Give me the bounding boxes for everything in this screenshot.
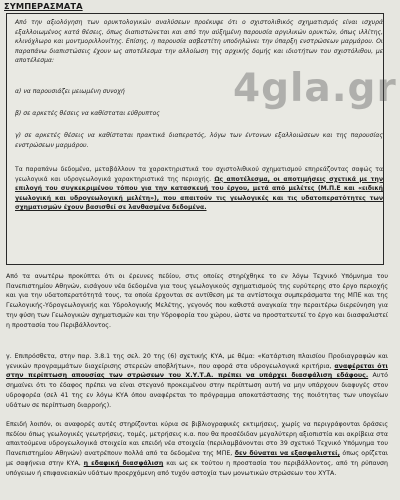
paragraph-2-underlined: αναφέρεται ότι στην περίπτωση απουσίας των στρώσεων του Χ.Υ.Τ.Α. πρέπει να υπάρχει διασφάλιση εδάφους.: [6, 362, 388, 380]
paragraph-1: Από τα ανωτέρω προκύπτει ότι οι έρευνες πεδίου, στις οποίες στηρίχθηκε το εν λόγω Τεχνικό Υπόμνημα του Πανεπιστημίου Αθηνών, εισάγουν νέα δεδομένα για τους γεωλογικούς σχηματισμούς της ευρύτερης στο έργο περιοχής και για την υδατοπερατότητά τους, τα οποία έρχονται σε αντίθεση με τα αντίστοιχα συμπεράσματα της ΜΠΕ και της Γεωλογικής-Υδρογεωλογικής και Υδρολογικής Μελέτης, γεγονός που καθιστά αναγκαία την περαιτέρω διερεύνηση για την φύση των Γεωλογικών σχηματισμών και την Υδροφορία του χώρου, ώστε να προστατευτεί το έργο και διασφαλιστεί η προστασία του Περιβάλλοντος.: [6, 273, 388, 329]
paragraph-2: [6, 352, 388, 410]
paragraph-3-end: και ως εκ τούτου η προστασία του περιβάλλοντος, από τη ρύπανση υπόγειων ή επιφανειακών υδάτων προερχόμενη από τυχόν αστοχία των μονωτικών στρώσεων του ΧΥΤΑ.: [6, 459, 388, 477]
paragraph-3: [6, 420, 388, 478]
box-item-c: γ) σε αρκετές θέσεις να καθίσταται πρακτικά διαπερατός, λόγω των έντονων εξαλλοιώσεων και της παρουσίας ενστρώσεων μαρμάρου.: [15, 132, 383, 149]
paragraph-2-end: Αυτό σημαίνει ότι το έδαφος πρέπει να είναι στεγανό προκειμένου στην περίπτωση αυτή να μην υπάρχουν διαφυγές στον υδροφορέα (σελ 41 της εν λόγω ΚΥΑ όπου αναφέρεται το πρόγραμμα αποκατάστασης της ποιότητας των υπογείων υδάτων σε περίπτωση διαρροής).: [6, 372, 388, 409]
paragraph-2-text: γ. Επιπρόσθετα, στην παρ. 3.8.1 της σελ. 20 της (6) σχετικής ΚΥΑ, με θέμα: «Κατάρτιση πλαισίου Προδιαγραφών και γενικών προγραμμάτων διαχείρισης στερεών αποβλήτων», που αφορά στα υδρογεωλογικά κριτήρια,: [6, 353, 388, 370]
box-item-a: α) να παρουσιάζει μειωμένη συνοχή: [15, 88, 125, 95]
paragraph-3-text: Επειδή λοιπόν, οι αναφορές αυτές στηρίζονται κύρια σε βιβλιογραφικές εκτιμήσεις, χωρίς να περιγράφονται δράσεις πεδίου όπως γεωλογικές γεωτρήσεις, τομές, μετρήσεις κ.α. που θα προσέδιδαν μεγαλύτερη αξιοπιστία και ακρίβεια στα απαιτούμενα υδρογεωλογικά στοιχεία και επειδή νέα στοιχεία (περιλαμβάνονται στο 39 σχετικό Τεχνικό Υπόμνημα του Πανεπιστημίου Αθηνών) ανατρέπουν πολλά από τα δεδομένα της ΜΠΕ,: [6, 421, 388, 458]
paragraph-3-underlined-2: η εδαφική διασφάλιση: [83, 459, 164, 467]
conclusions-box: [6, 13, 397, 265]
watermark-logo: 4gla.gr: [233, 66, 397, 111]
box-conclusion-underlined: Ως αποτέλεσμα, οι αποτιμήσεις σχετικά με την επιλογή του συγκεκριμένου τόπου για την κατασκευή του έργου, μετά από μελέτες (Μ.Π.Ε και «ειδική γεωλογική και υδρογεωλογική μελέτη»), που απαιτούν τις γεωλογικές και τις υδατοπερατότητες των σχηματισμών έχουν βασισθεί σε λανθασμένα δεδομένα.: [15, 175, 384, 212]
box-item-b: β) σε αρκετές θέσεις να καθίσταται εύθρυπτος: [15, 110, 160, 117]
paragraph-3-mid: όπως ορίζεται με σαφήνεια στην ΚΥΑ,: [6, 450, 388, 467]
box-intro-text: Από την αξιολόγηση των ορυκτολογικών αναλύσεων προέκυψε ότι ο σχιστολιθικός σχηματισμός είναι ισχυρά εξαλλοιωμένος κατά θέσεις, όπως διαπιστώνεται και από την αύξημένη παρουσία αργιλικών ορυκτών, όπως ιλλίτης, κλινόχλωρο και μοντμοριλλονίτης. Επίσης, η παρουσία ασβεστίτη υποδηλώνει την ύπαρξη ενστρώσεων μαρμάρου. Οι παραπάνω διαπιστώσεις έχουν ως αποτέλεσμα την αλλοίωση της αρχικής δομής και ιδιοτήτων του σχιστόλιθου, με αποτέλεσμα:: [15, 19, 383, 65]
paragraph-3-underlined-1: δεν δύναται να εξασφαλιστεί,: [234, 450, 340, 458]
box-conclusion-paragraph: [15, 165, 383, 213]
box-conclusion-text: Τα παραπάνω δεδομένα, μεταβάλλουν τα χαρακτηριστικά του σχιστολιθικού σχηματισμού επηρεάζοντας σαφώς τα γεωλογικά και υδρογεωλογικά χαρακτηριστικά της περιοχής.: [15, 166, 383, 183]
section-heading: ΣΥΜΠΕΡΑΣΜΑΤΑ: [4, 1, 83, 11]
